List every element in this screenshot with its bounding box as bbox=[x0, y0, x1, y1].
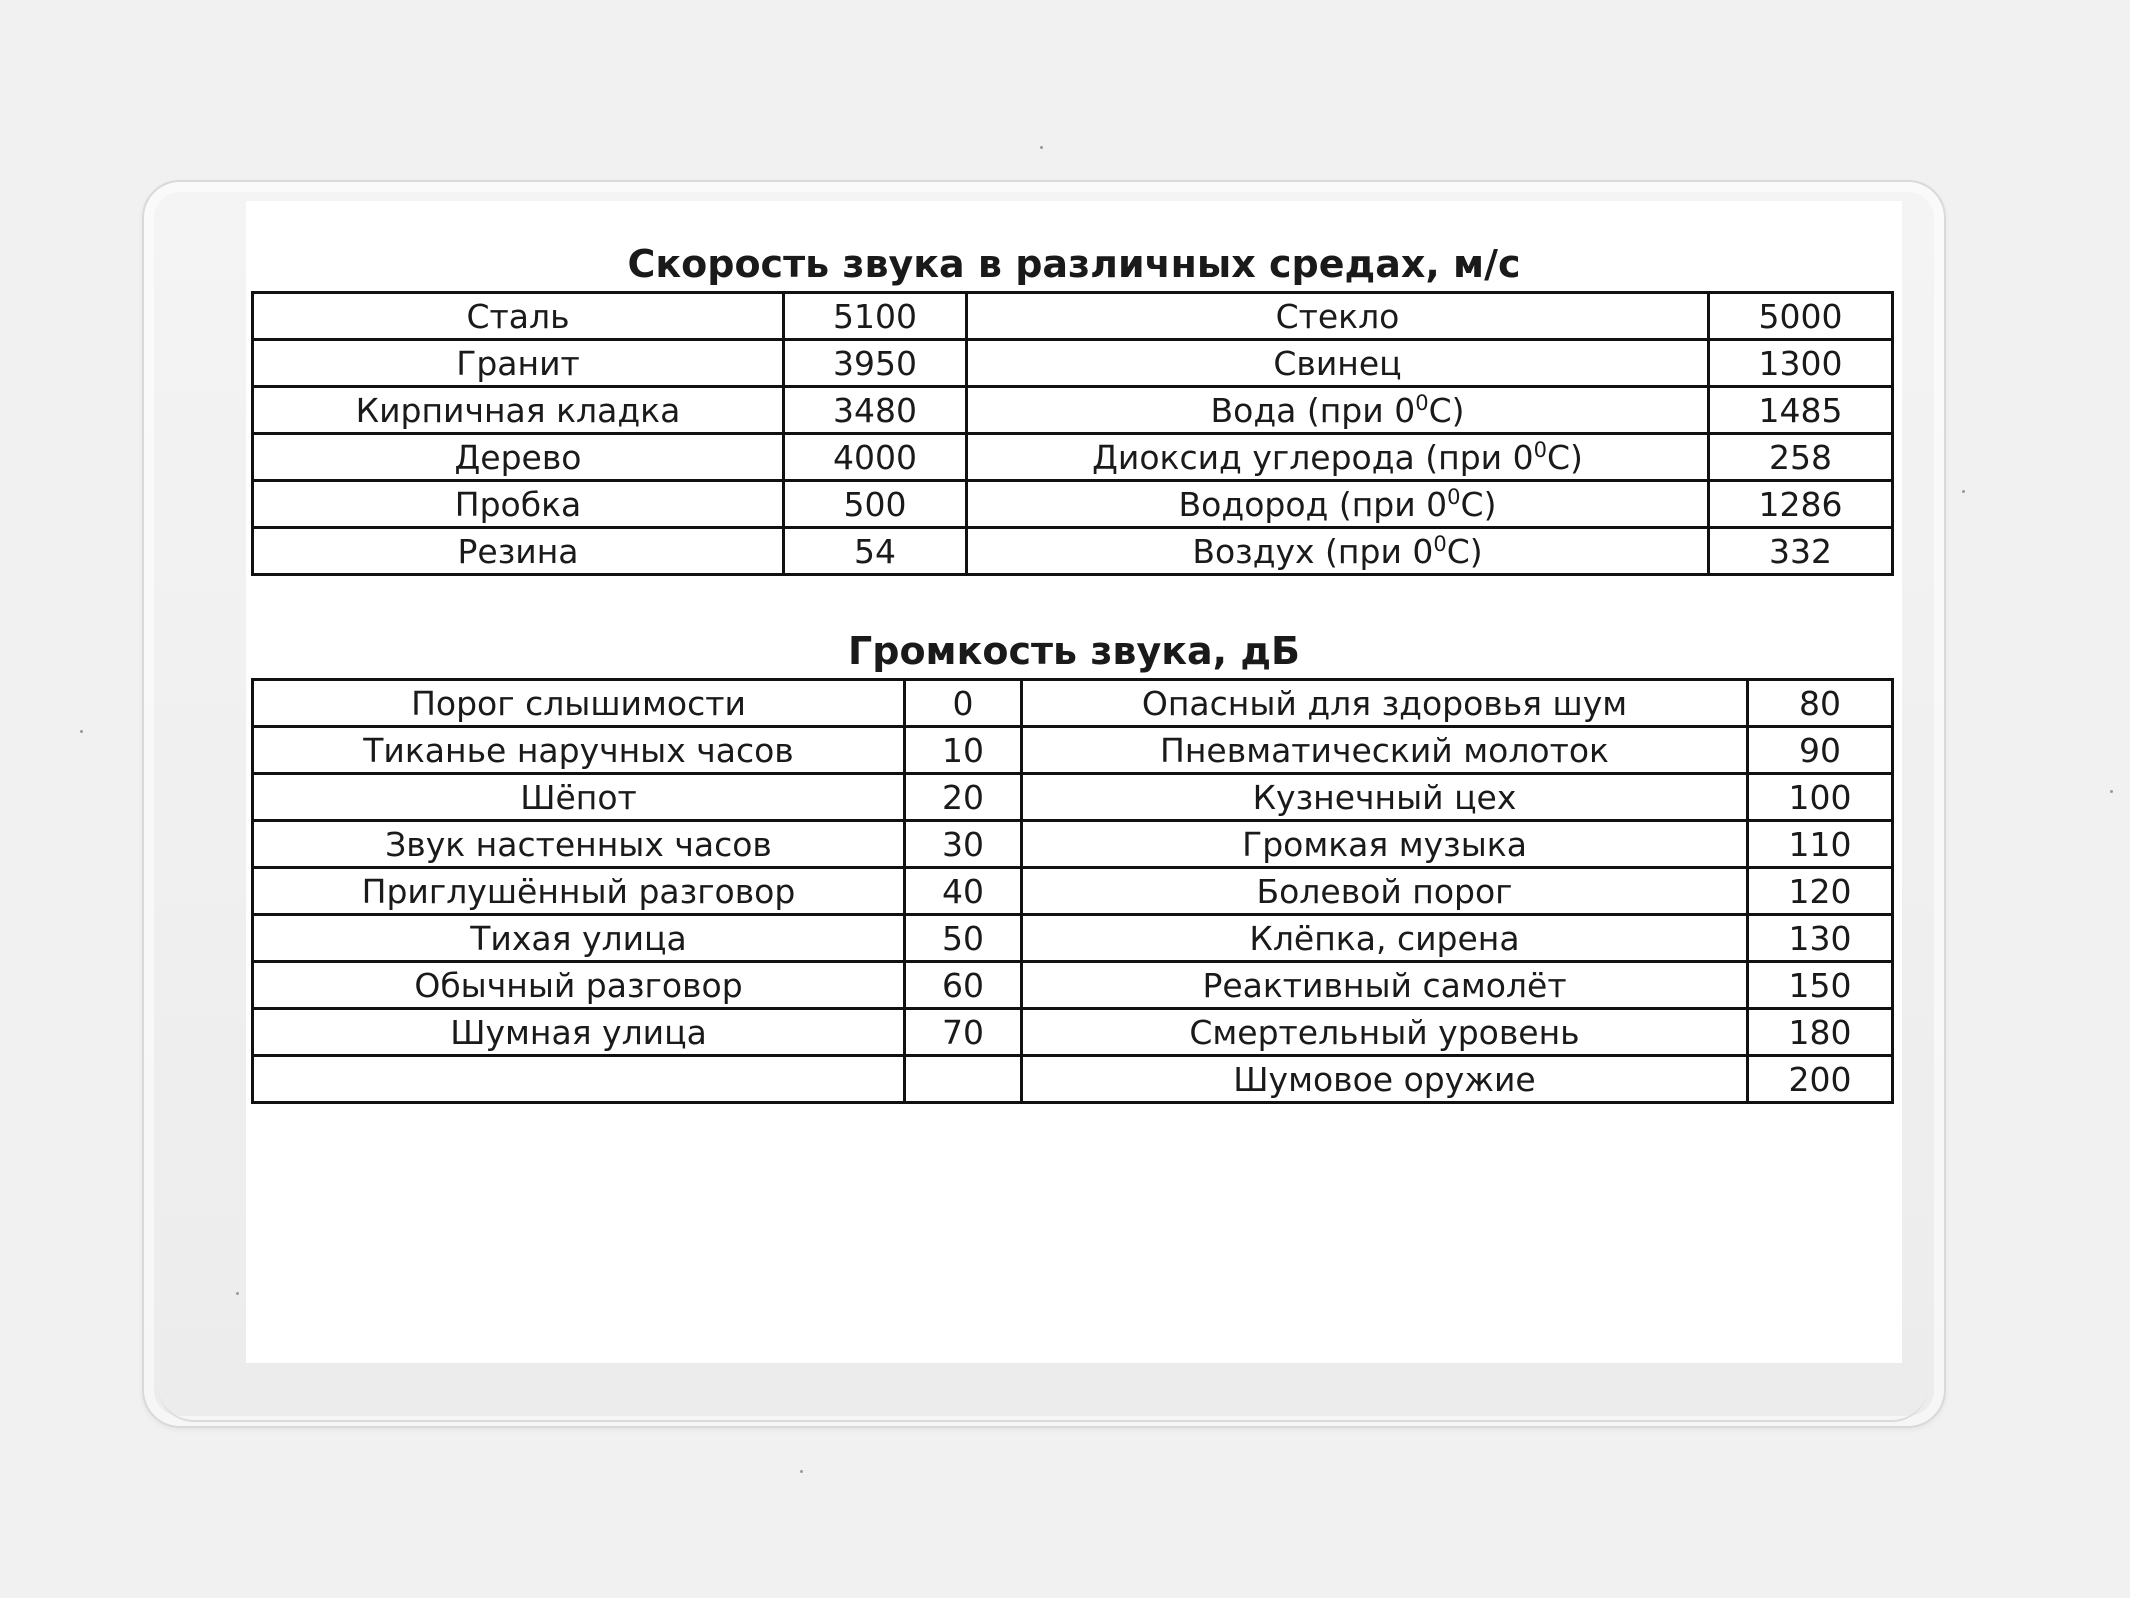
speck bbox=[800, 1470, 803, 1473]
sound-source-cell: Опасный для здоровья шум bbox=[1022, 680, 1748, 727]
speed-table-title: Скорость звука в различных средах, м/с bbox=[627, 242, 1521, 286]
sound-source-cell: Пневматический молоток bbox=[1022, 727, 1748, 774]
table-row bbox=[253, 962, 1893, 1009]
speed-value-cell: 1300 bbox=[1709, 340, 1893, 387]
sound-source-cell: Звук настенных часов bbox=[253, 821, 905, 868]
medium-label-suffix: С) bbox=[1446, 531, 1483, 571]
decibel-cell: 10 bbox=[905, 727, 1022, 774]
speed-value-cell: 332 bbox=[1709, 528, 1893, 575]
material-cell: Резина bbox=[253, 528, 784, 575]
decibel-cell: 50 bbox=[905, 915, 1022, 962]
sound-source-cell: Шумная улица bbox=[253, 1009, 905, 1056]
medium-label: Водород (при 0 bbox=[1178, 484, 1448, 524]
table-row bbox=[253, 434, 1893, 481]
decibel-cell: 40 bbox=[905, 868, 1022, 915]
decibel-cell: 180 bbox=[1748, 1009, 1893, 1056]
medium-label: Свинец bbox=[1273, 343, 1402, 383]
medium-cell bbox=[967, 340, 1709, 387]
speed-value-cell: 3950 bbox=[784, 340, 967, 387]
sound-source-cell: Клёпка, сирена bbox=[1022, 915, 1748, 962]
decibel-cell bbox=[905, 1056, 1022, 1103]
table-row bbox=[253, 293, 1893, 340]
table-row bbox=[253, 727, 1893, 774]
sound-source-cell: Приглушённый разговор bbox=[253, 868, 905, 915]
medium-label-suffix: С) bbox=[1546, 437, 1583, 477]
decibel-cell: 0 bbox=[905, 680, 1022, 727]
sound-source-cell: Тихая улица bbox=[253, 915, 905, 962]
speed-value-cell: 1286 bbox=[1709, 481, 1893, 528]
sound-source-cell: Шёпот bbox=[253, 774, 905, 821]
medium-label-suffix: С) bbox=[1428, 390, 1465, 430]
speed-value-cell: 4000 bbox=[784, 434, 967, 481]
decibel-cell: 80 bbox=[1748, 680, 1893, 727]
degree-superscript: 0 bbox=[1433, 531, 1447, 556]
medium-label: Диоксид углерода (при 0 bbox=[1092, 437, 1534, 477]
degree-superscript: 0 bbox=[1415, 390, 1429, 415]
sound-source-cell: Порог слышимости bbox=[253, 680, 905, 727]
material-cell: Дерево bbox=[253, 434, 784, 481]
medium-label: Воздух (при 0 bbox=[1192, 531, 1434, 571]
medium-cell bbox=[967, 434, 1709, 481]
table-row bbox=[253, 340, 1893, 387]
sleeve-edge bbox=[158, 1386, 1928, 1422]
sound-source-cell: Болевой порог bbox=[1022, 868, 1748, 915]
table-row bbox=[253, 387, 1893, 434]
table-row bbox=[253, 821, 1893, 868]
medium-cell bbox=[967, 481, 1709, 528]
sound-source-cell: Обычный разговор bbox=[253, 962, 905, 1009]
material-cell: Сталь bbox=[253, 293, 784, 340]
speed-value-cell: 500 bbox=[784, 481, 967, 528]
speck bbox=[1962, 490, 1965, 493]
decibel-cell: 60 bbox=[905, 962, 1022, 1009]
medium-label: Вода (при 0 bbox=[1210, 390, 1416, 430]
decibel-cell: 30 bbox=[905, 821, 1022, 868]
decibel-cell: 90 bbox=[1748, 727, 1893, 774]
speed-value-cell: 54 bbox=[784, 528, 967, 575]
decibel-cell: 100 bbox=[1748, 774, 1893, 821]
decibel-cell: 150 bbox=[1748, 962, 1893, 1009]
decibel-cell: 70 bbox=[905, 1009, 1022, 1056]
speed-value-cell: 258 bbox=[1709, 434, 1893, 481]
speed-table bbox=[251, 291, 1894, 576]
material-cell: Гранит bbox=[253, 340, 784, 387]
speed-value-cell: 1485 bbox=[1709, 387, 1893, 434]
loudness-table bbox=[251, 678, 1894, 1104]
decibel-cell: 110 bbox=[1748, 821, 1893, 868]
material-cell: Пробка bbox=[253, 481, 784, 528]
sound-source-cell: Тиканье наручных часов bbox=[253, 727, 905, 774]
table-row bbox=[253, 481, 1893, 528]
degree-superscript: 0 bbox=[1447, 484, 1461, 509]
decibel-cell: 200 bbox=[1748, 1056, 1893, 1103]
printed-sheet bbox=[246, 201, 1902, 1363]
table-row bbox=[253, 528, 1893, 575]
sound-source-cell: Шумовое оружие bbox=[1022, 1056, 1748, 1103]
medium-label: Стекло bbox=[1275, 296, 1400, 336]
sound-source-cell: Реактивный самолёт bbox=[1022, 962, 1748, 1009]
table-row bbox=[253, 680, 1893, 727]
degree-superscript: 0 bbox=[1533, 437, 1547, 462]
speck bbox=[236, 1292, 239, 1295]
table-row bbox=[253, 774, 1893, 821]
speed-value-cell: 3480 bbox=[784, 387, 967, 434]
loudness-table-title: Громкость звука, дБ bbox=[848, 629, 1300, 673]
table-row bbox=[253, 1009, 1893, 1056]
table-row bbox=[253, 868, 1893, 915]
table-row bbox=[253, 1056, 1893, 1103]
table-row bbox=[253, 915, 1893, 962]
speck bbox=[2110, 790, 2113, 793]
speck bbox=[80, 730, 83, 733]
decibel-cell: 20 bbox=[905, 774, 1022, 821]
speck bbox=[1040, 146, 1043, 149]
sound-source-cell: Громкая музыка bbox=[1022, 821, 1748, 868]
sound-source-cell: Смертельный уровень bbox=[1022, 1009, 1748, 1056]
medium-label-suffix: С) bbox=[1460, 484, 1497, 524]
speed-value-cell: 5000 bbox=[1709, 293, 1893, 340]
medium-cell bbox=[967, 528, 1709, 575]
material-cell: Кирпичная кладка bbox=[253, 387, 784, 434]
decibel-cell: 130 bbox=[1748, 915, 1893, 962]
decibel-cell: 120 bbox=[1748, 868, 1893, 915]
medium-cell bbox=[967, 387, 1709, 434]
medium-cell bbox=[967, 293, 1709, 340]
sound-source-cell: Кузнечный цех bbox=[1022, 774, 1748, 821]
sound-source-cell bbox=[253, 1056, 905, 1103]
speed-value-cell: 5100 bbox=[784, 293, 967, 340]
